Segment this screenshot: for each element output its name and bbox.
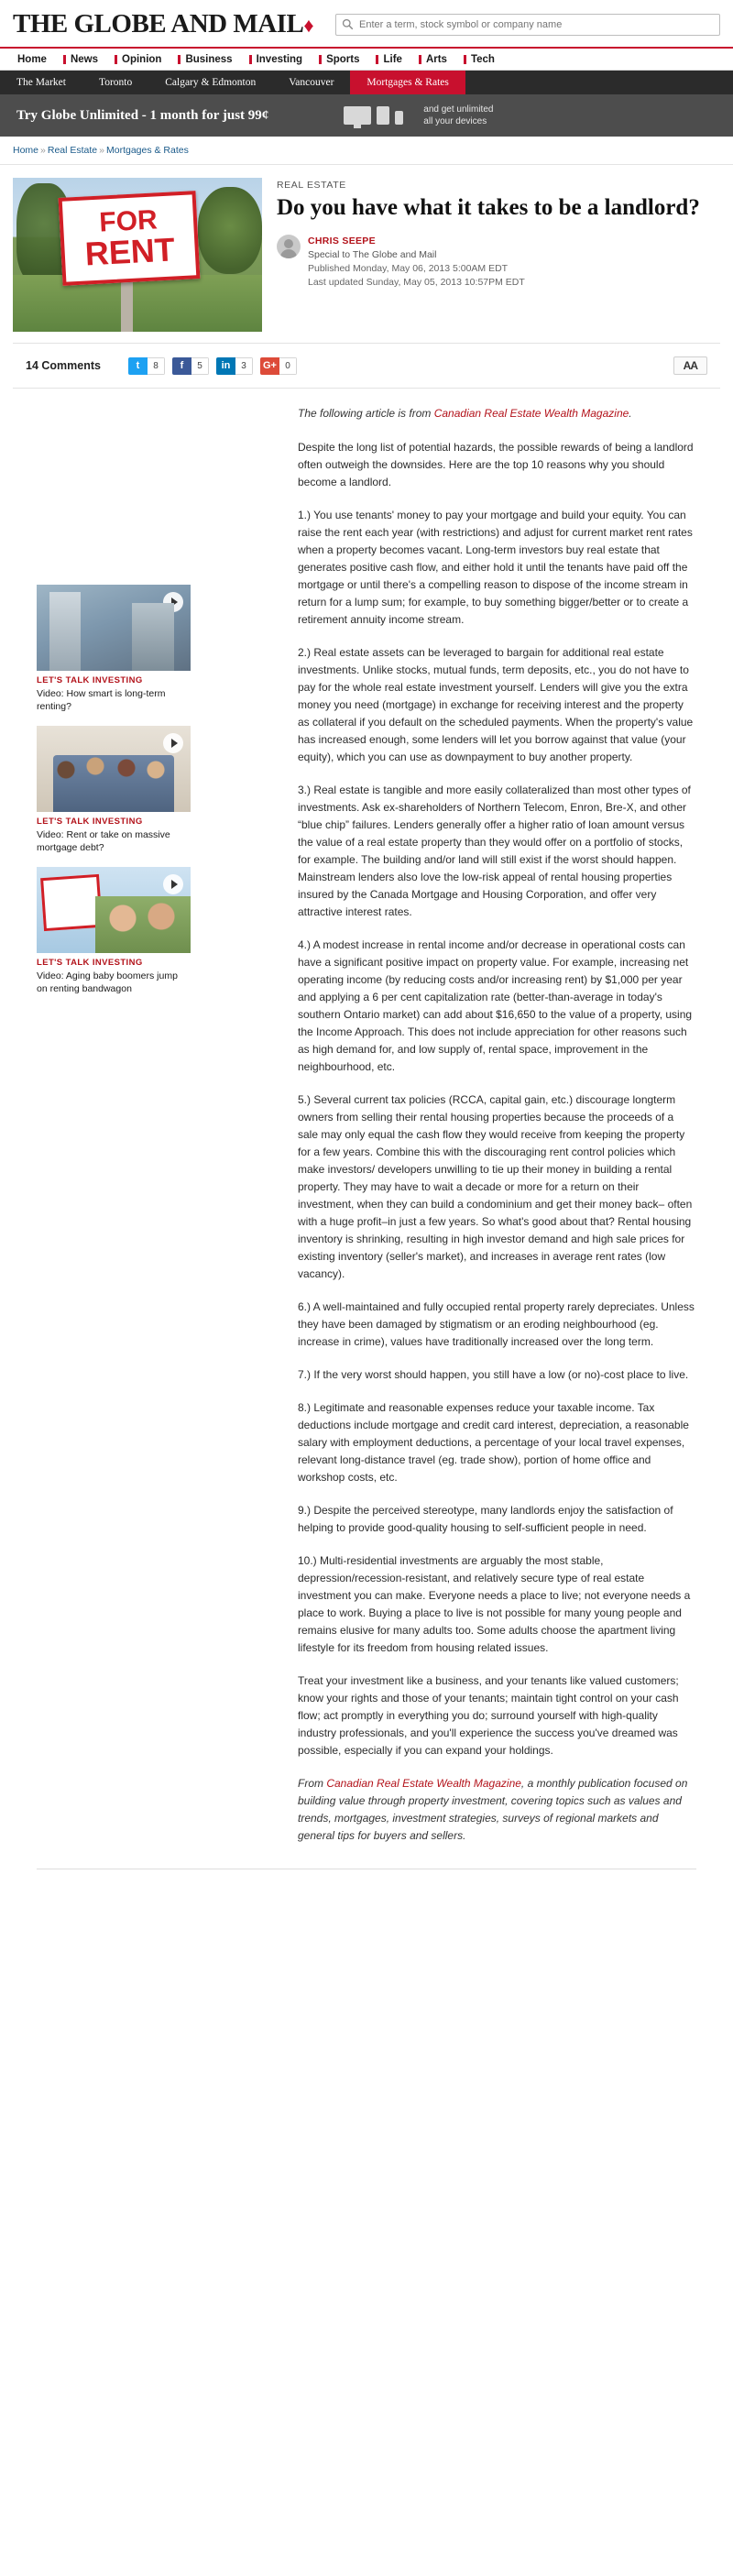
video-item[interactable] xyxy=(37,867,191,995)
nav-item-sports[interactable] xyxy=(311,49,367,70)
video-title[interactable]: Video: Rent or take on massive mortgage debt? xyxy=(37,829,170,853)
breadcrumb-item-real-estate[interactable]: Real Estate xyxy=(47,145,98,156)
primary-navigation xyxy=(0,47,733,71)
bullet-icon xyxy=(319,55,322,64)
subnav-item-mortgages-rates[interactable]: Mortgages & Rates xyxy=(350,71,465,94)
linkedin-icon: in xyxy=(216,357,235,375)
for-rent-sign xyxy=(59,191,201,286)
bullet-icon xyxy=(249,55,252,64)
nav-item-opinion[interactable] xyxy=(106,49,170,70)
breadcrumb-item-home[interactable]: Home xyxy=(13,145,39,156)
byline-updated: Last updated Sunday, May 05, 2013 10:57PM EDT xyxy=(308,277,525,288)
text-size-button[interactable]: AA xyxy=(673,356,707,375)
breadcrumb-item-mortgages-rates[interactable]: Mortgages & Rates xyxy=(105,145,189,156)
bullet-icon xyxy=(419,55,421,64)
nav-label: Opinion xyxy=(122,53,162,65)
paragraph: 9.) Despite the perceived stereotype, many landlords enjoy the satisfaction of helping to provide good-quality housing to self-sufficient people in need. xyxy=(298,1504,673,1534)
breadcrumb-separator: » xyxy=(40,145,46,156)
comments-count[interactable]: 14 Comments xyxy=(26,359,101,372)
promo-subtext xyxy=(423,104,493,127)
paragraph: 6.) A well-maintained and fully occupied rental property rarely depreciates. Unless they have been damaged by stigmatism or an eroding neighbourhood (eg. increase in crime), values have traditionally increased over the long term. xyxy=(298,1300,695,1348)
subnav-item-calgary-edmonton[interactable]: Calgary & Edmonton xyxy=(165,77,257,88)
nav-item-news[interactable] xyxy=(55,49,106,70)
monitor-icon xyxy=(344,106,371,125)
paragraph: 8.) Legitimate and reasonable expenses reduce your taxable income. Tax deductions include mortgage and credit card interest, depreciation, a reasonable salary with employment deductions, a percentage of your local travel expenses, relevant long-distance travel (eg. trade show), portion of home office and workshop costs, etc. xyxy=(298,1401,689,1484)
headline-block xyxy=(277,178,720,332)
grass-shape xyxy=(13,275,262,332)
search-box[interactable] xyxy=(335,14,720,36)
byline-published: Published Monday, May 06, 2013 5:00AM EDT xyxy=(308,263,509,274)
nav-label: Arts xyxy=(425,53,447,65)
paragraph: 3.) Real estate is tangible and more easily collateralized than most other types of investments. Ask ex-shareholders of Northern Telecom, Enron, Bre-X, and other “blue chip” failures. Lenders generally offer a higher ratio of loan amount versus the value of a real estate property than they would offer on a portfolio of stocks, for example. The building and/or land will still exist if the worst should happen. Mainstream lenders also love the low-risk appeal of rental housing properties insured by the Canada Mortgage and Housing Corporation, and offer very attractive interest rates. xyxy=(298,784,691,918)
source-note-after: . xyxy=(629,407,632,420)
video-thumbnail[interactable] xyxy=(37,726,191,812)
nav-item-investing[interactable] xyxy=(241,49,311,70)
paragraph: Treat your investment like a business, and your tenants like valued customers; know your rights and those of your tenants; maintain tight control on your cash flow; act promptly in everything you do; surround yourself with high-quality industry professionals, and you'll experience the success you've dreamed was possible, especially if you can expand your holdings. xyxy=(298,1674,679,1757)
video-thumbnail[interactable] xyxy=(37,585,191,671)
secondary-navigation xyxy=(0,71,733,94)
google-plus-share-count: 0 xyxy=(279,357,297,375)
paragraph: 5.) Several current tax policies (RCCA, capital gain, etc.) discourage longterm owners from selling their rental housing properties because the proceeds of a sale may only equal the cash flow they would receive from keeping the property for a few years. Combine this with the discouraging rent control policies which make investors/ developers unwilling to tie up their money in building a rental property. They may have to wait a decade or more for a return on their investment, when they can build a condominium and get their money back– often with a huge profit–in just a few years. So what's good about that? Rental housing inventory is shrinking, resulting in high investor demand and high sale prices for existing inventory (seller's market), and increases in average rent rates (low vacancy). xyxy=(298,1093,693,1280)
share-button-twitter[interactable] xyxy=(128,357,165,375)
video-label: LET'S TALK INVESTING xyxy=(37,958,143,968)
paragraph: Despite the long list of potential hazards, the possible rewards of being a landlord often outweigh the downsides. Here are the top 10 reasons why you should become a landlord. xyxy=(298,441,694,488)
play-icon[interactable] xyxy=(163,592,183,612)
nav-label: News xyxy=(70,53,98,65)
paragraph: 7.) If the very worst should happen, you still have a low (or no)-cost place to live. xyxy=(298,1368,689,1381)
bullet-icon xyxy=(115,55,117,64)
breadcrumb xyxy=(0,137,733,165)
play-icon[interactable] xyxy=(163,733,183,753)
paragraph: 10.) Multi-residential investments are arguably the most stable, depression/recession-resistant, and relatively secure type of real estate investment you can make. Everyone needs a place to live; not everyone needs a place to work. Buying a place to live is not possible for many young people and remains elusive for many adults too. Some adults choose the apartment living lifestyle for its freedom from housing related issues. xyxy=(298,1554,691,1654)
linkedin-share-count: 3 xyxy=(235,357,253,375)
article-kicker: REAL ESTATE xyxy=(277,180,346,191)
phone-icon xyxy=(395,111,403,125)
nav-item-business[interactable] xyxy=(170,49,240,70)
avatar xyxy=(277,235,301,258)
page-title: Do you have what it takes to be a landlord? xyxy=(277,195,700,220)
outro-before: From xyxy=(298,1777,327,1790)
article-body xyxy=(0,389,733,1845)
video-thumbnail[interactable] xyxy=(37,867,191,953)
promo-banner[interactable] xyxy=(0,94,733,137)
device-icons xyxy=(344,106,403,125)
nav-item-arts[interactable] xyxy=(410,49,455,70)
maple-leaf-icon: ♦ xyxy=(303,14,314,37)
outro-note xyxy=(298,1775,696,1845)
video-item[interactable] xyxy=(37,726,191,854)
subnav-item-toronto[interactable]: Toronto xyxy=(98,77,133,88)
share-button-linkedin[interactable] xyxy=(216,357,253,375)
video-item[interactable] xyxy=(37,585,191,713)
twitter-icon: t xyxy=(128,357,148,375)
video-label: LET'S TALK INVESTING xyxy=(37,817,143,827)
video-title[interactable]: Video: How smart is long-term renting? xyxy=(37,688,166,712)
bullet-icon xyxy=(63,55,66,64)
outro-link[interactable]: Canadian Real Estate Wealth Magazine xyxy=(326,1777,521,1790)
byline xyxy=(308,235,525,290)
facebook-share-count: 5 xyxy=(191,357,209,375)
bullet-icon xyxy=(376,55,378,64)
byline-affiliation: Special to The Globe and Mail xyxy=(308,249,437,260)
subnav-item-vancouver[interactable]: Vancouver xyxy=(289,77,334,88)
search-input[interactable] xyxy=(359,19,714,30)
byline-row xyxy=(277,235,720,290)
bullet-icon xyxy=(464,55,466,64)
nav-label: Investing xyxy=(256,53,303,65)
bottom-divider xyxy=(37,1869,696,1881)
sign-post xyxy=(121,279,133,332)
paragraph: 1.) You use tenants' money to pay your mortgage and build your equity. You can raise the rent each year (with restrictions) and adjust for current market rent rates when a property becomes vacant. Long-term investors buy real estate that generates positive cash flow, and either hold it until the tenants have paid off the mortgage or until there's a compelling reason to dispose of the income stream in return for a lump sum; for example, to buy something bigger/better or to create a retirement annuity income stream. xyxy=(298,509,693,626)
promo-subtext-line2: all your devices xyxy=(423,116,487,126)
share-button-google-plus[interactable] xyxy=(260,357,297,375)
facebook-icon: f xyxy=(172,357,191,375)
play-icon[interactable] xyxy=(163,874,183,894)
nav-label: Business xyxy=(185,53,233,65)
paragraph: 2.) Real estate assets can be leveraged to bargain for additional real estate investments. Unlike stocks, mutual funds, term deposits, etc., you do not have to pay for the whole real estate investment yourself. Lenders will give you the extra money you need (mortgage) in exchange for receiving interest and the property as collateral if you default on the scheduled payments. When the property's value has increased enough, some lenders will let you borrow against that value (your equity), which you can use as downpayment to buy another property. xyxy=(298,646,694,763)
video-label: LET'S TALK INVESTING xyxy=(37,675,143,685)
share-bar xyxy=(13,343,720,389)
nav-label: Sports xyxy=(326,53,360,65)
nav-item-home[interactable] xyxy=(9,49,55,70)
twitter-share-count: 8 xyxy=(148,357,165,375)
nav-label: Home xyxy=(17,53,47,65)
source-note-before: The following article is from xyxy=(298,407,434,420)
source-note xyxy=(298,405,696,422)
search-icon xyxy=(342,18,354,30)
nav-label: Tech xyxy=(470,53,495,65)
share-button-facebook[interactable] xyxy=(172,357,209,375)
outro-after: , a monthly publication focused on building value through property investment, covering topics such as values and trends, mortgages, investment strategies, surveys of regional markets and general tips for buyers and sellers. xyxy=(298,1777,688,1842)
nav-label: Life xyxy=(383,53,402,65)
breadcrumb-separator: » xyxy=(99,145,104,156)
lead-photo xyxy=(13,178,262,332)
promo-subtext-line1: and get unlimited xyxy=(423,104,494,115)
tree-shape xyxy=(198,187,262,274)
body-column xyxy=(298,405,696,1845)
article-header xyxy=(0,165,733,332)
video-rail xyxy=(37,585,191,1008)
google-plus-icon: G+ xyxy=(260,357,279,375)
paragraph: 4.) A modest increase in rental income and/or decrease in operational costs can have a significant positive impact on property value. For example, increasing net operating income (by reducing costs and/or increasing rent) by $1,000 per year and applying a 6 per cent capitalization rate (better-than-average in today's southern Ontario market) can add about $16,650 to the value of a property, using the Income Approach. This does not include appreciation for other reasons such as high demand for, and low supply of, rental space, improvement in the neighbourhood, etc. xyxy=(298,938,693,1073)
byline-author[interactable]: CHRIS SEEPE xyxy=(308,236,376,247)
tablet-icon xyxy=(377,106,389,125)
subnav-item-the-market[interactable]: The Market xyxy=(16,77,66,88)
sign-line-rent: RENT xyxy=(83,230,176,273)
site-logo[interactable] xyxy=(13,9,313,39)
nav-item-tech[interactable] xyxy=(455,49,503,70)
site-logo-text: THE GLOBE AND MAIL xyxy=(13,9,304,38)
masthead xyxy=(0,0,733,47)
video-title[interactable]: Video: Aging baby boomers jump on renting bandwagon xyxy=(37,970,178,994)
nav-item-life[interactable] xyxy=(367,49,410,70)
source-note-link[interactable]: Canadian Real Estate Wealth Magazine xyxy=(433,407,629,420)
bullet-icon xyxy=(178,55,181,64)
sign-line-for: FOR xyxy=(98,204,159,238)
promo-text: Try Globe Unlimited - 1 month for just 99¢ xyxy=(16,107,269,123)
